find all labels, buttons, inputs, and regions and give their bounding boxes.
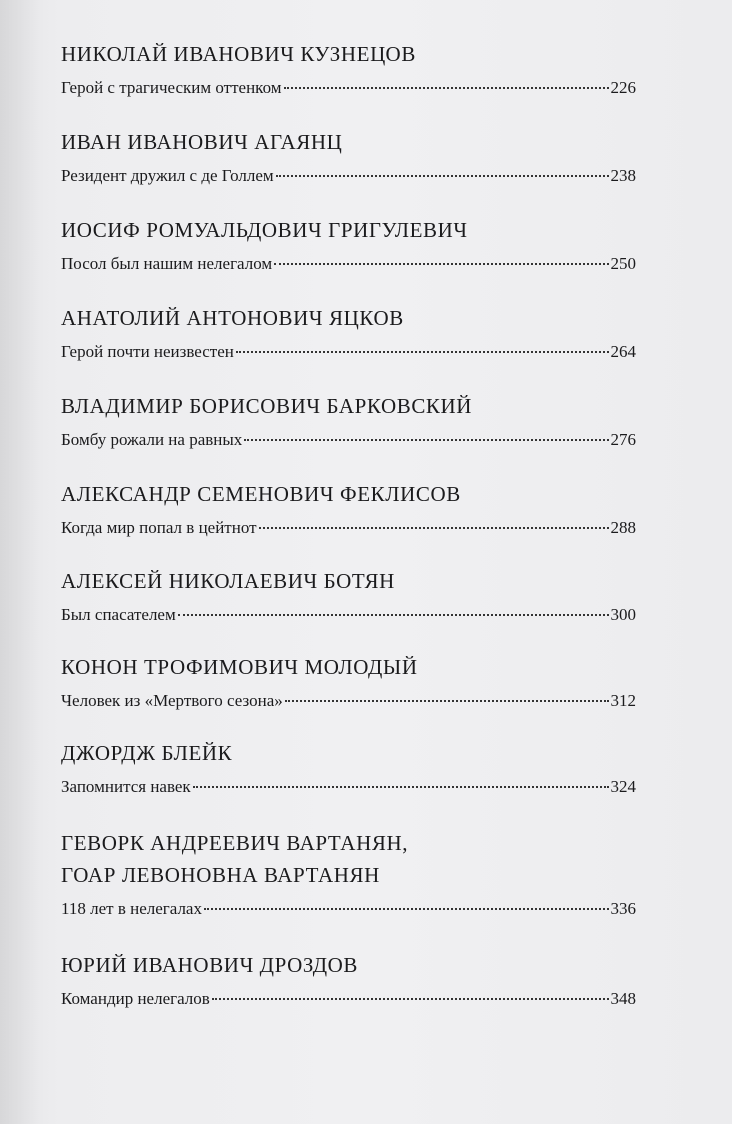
chapter-title: Человек из «Мертвого сезона»: [61, 691, 283, 710]
chapter-title: Резидент дружил с де Голлем: [61, 166, 274, 185]
toc-entry: [61, 216, 636, 276]
toc-entry: [61, 392, 636, 452]
person-name: КОНОН ТРОФИМОВИЧ МОЛОДЫЙ: [61, 655, 418, 679]
chapter-title: Был спасателем: [61, 605, 176, 624]
toc-entry: [61, 40, 636, 100]
toc-line[interactable]: [61, 428, 636, 452]
toc-entry: [61, 128, 636, 188]
chapter-title: Бомбу рожали на равных: [61, 430, 243, 449]
person-name: ДЖОРДЖ БЛЕЙК: [61, 741, 233, 765]
page-number: 226: [610, 78, 636, 97]
chapter-title: Герой с трагическим оттенком: [61, 78, 282, 97]
person-name: АНАТОЛИЙ АНТОНОВИЧ ЯЦКОВ: [61, 306, 404, 330]
chapter-title: Герой почти неизвестен: [61, 342, 234, 361]
toc-line[interactable]: [61, 516, 636, 540]
toc-entry: [61, 829, 636, 921]
toc-entry: [61, 739, 636, 799]
person-name: АЛЕКСЕЙ НИКОЛАЕВИЧ БОТЯН: [61, 569, 395, 593]
dot-leader: [178, 614, 609, 616]
dot-leader: [193, 786, 609, 788]
dot-leader: [285, 700, 609, 702]
spine-shadow: [0, 0, 40, 1124]
toc-entry: [61, 480, 636, 540]
chapter-title: 118 лет в нелегалах: [61, 899, 202, 918]
dot-leader: [212, 998, 609, 1000]
toc-line[interactable]: [61, 897, 636, 921]
dot-leader: [276, 175, 609, 177]
toc-line[interactable]: [61, 689, 636, 713]
page-number: 288: [610, 518, 636, 537]
page-number: 324: [610, 777, 636, 796]
dot-leader: [236, 351, 609, 353]
chapter-title: Когда мир попал в цейтнот: [61, 518, 257, 537]
page-number: 238: [610, 166, 636, 185]
person-name: АЛЕКСАНДР СЕМЕНОВИЧ ФЕКЛИСОВ: [61, 482, 461, 506]
page-number: 250: [610, 254, 636, 273]
page-number: 264: [610, 342, 636, 361]
chapter-title: Посол был нашим нелегалом: [61, 254, 273, 273]
page-number: 336: [610, 899, 636, 918]
chapter-title: Командир нелегалов: [61, 989, 210, 1008]
person-name: ИОСИФ РОМУАЛЬДОВИЧ ГРИГУЛЕВИЧ: [61, 218, 468, 242]
toc-line[interactable]: [61, 164, 636, 188]
toc-line[interactable]: [61, 987, 636, 1011]
page-number: 276: [610, 430, 636, 449]
person-name: ВЛАДИМИР БОРИСОВИЧ БАРКОВСКИЙ: [61, 394, 473, 418]
dot-leader: [204, 908, 609, 910]
toc-entry: [61, 567, 636, 627]
dot-leader: [259, 527, 609, 529]
dot-leader: [244, 439, 608, 441]
page-number: 348: [610, 989, 636, 1008]
dot-leader: [284, 87, 609, 89]
toc-line[interactable]: [61, 340, 636, 364]
toc-entry: [61, 653, 636, 713]
person-name: ЮРИЙ ИВАНОВИЧ ДРОЗДОВ: [61, 953, 359, 977]
person-name: ГЕВОРК АНДРЕЕВИЧ ВАРТАНЯН,: [61, 831, 409, 855]
dot-leader: [274, 263, 608, 265]
toc-line[interactable]: [61, 603, 636, 627]
toc-line[interactable]: [61, 775, 636, 799]
toc-line[interactable]: [61, 252, 636, 276]
toc-entry: [61, 951, 636, 1011]
person-name: ИВАН ИВАНОВИЧ АГАЯНЦ: [61, 130, 343, 154]
page-number: 300: [610, 605, 636, 624]
person-name-second: ГОАР ЛЕВОНОВНА ВАРТАНЯН: [61, 863, 380, 887]
chapter-title: Запомнится навек: [61, 777, 191, 796]
toc-line[interactable]: [61, 76, 636, 100]
person-name: НИКОЛАЙ ИВАНОВИЧ КУЗНЕЦОВ: [61, 42, 416, 66]
page-number: 312: [610, 691, 636, 710]
toc-entry: [61, 304, 636, 364]
